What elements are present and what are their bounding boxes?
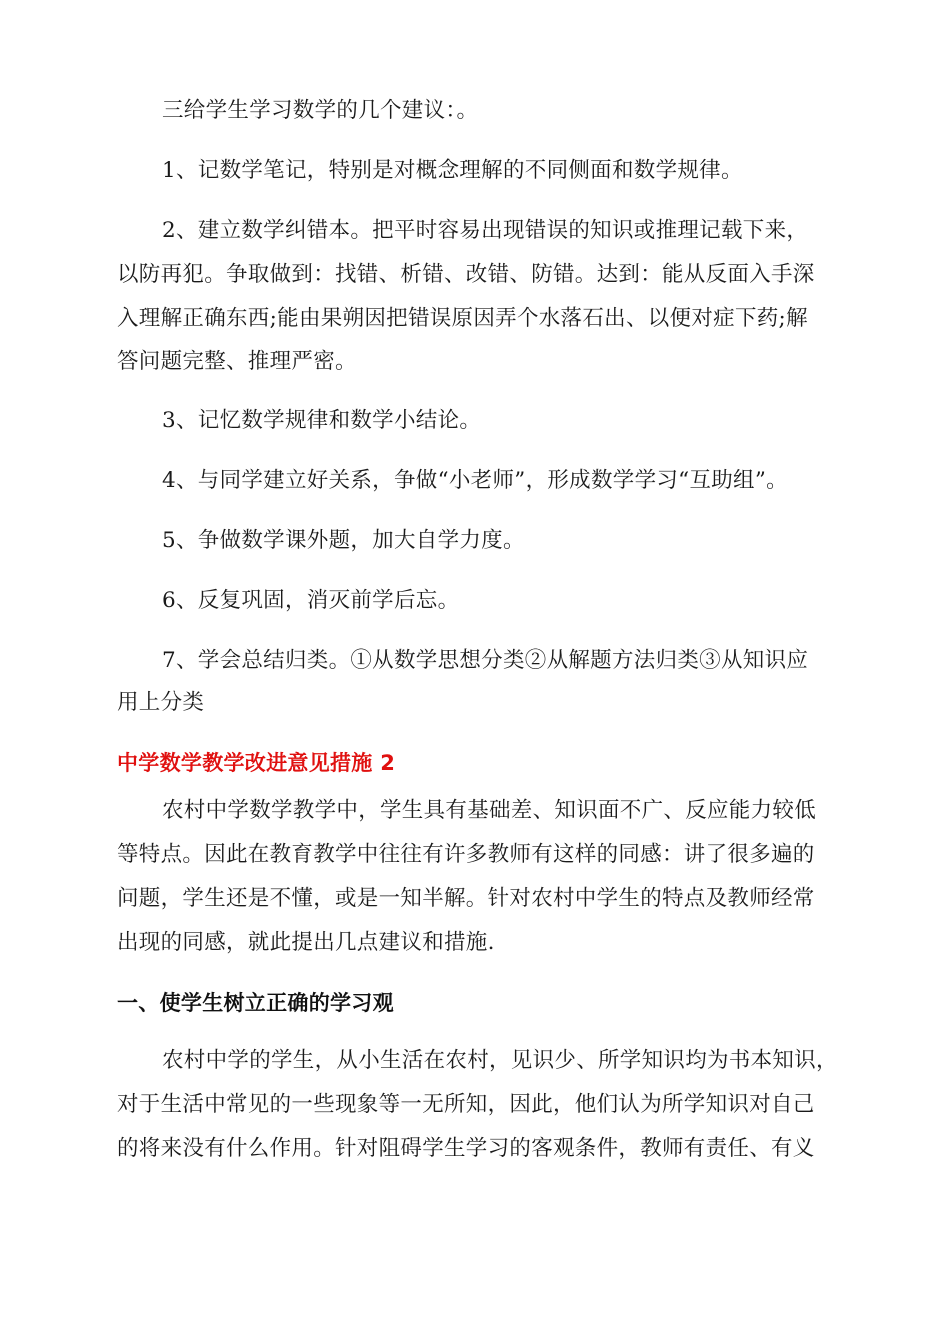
section-para-line-4: 出现的同感，就此提出几点建议和措施. (117, 930, 495, 955)
suggestion-4: 4、与同学建立好关系，争做“小老师”，形成数学学习“互助组”。 (162, 468, 788, 493)
suggestion-6: 6、反复巩固，消灭前学后忘。 (162, 588, 460, 613)
suggestion-2-cont-3: 答问题完整、推理严密。 (117, 349, 357, 374)
sub-para-line-1: 农村中学的学生，从小生活在农村，见识少、所学知识均为书本知识， (162, 1048, 838, 1073)
suggestion-5: 5、争做数学课外题，加大自学力度。 (162, 528, 525, 553)
section-title: 中学数学教学改进意见措施 2 (117, 751, 396, 775)
suggestion-7-cont: 用上分类 (117, 690, 205, 715)
suggestion-7: 7、学会总结归类。①从数学思想分类②从解题方法归类③从知识应 (162, 648, 809, 673)
suggestion-2-cont-1: 以防再犯。争取做到：找错、析错、改错、防错。达到：能从反面入手深 (117, 262, 815, 287)
subheading: 一、使学生树立正确的学习观 (117, 991, 394, 1015)
intro-line: 三给学生学习数学的几个建议：。 (162, 98, 479, 123)
suggestion-2: 2、建立数学纠错本。把平时容易出现错误的知识或推理记载下来， (162, 218, 809, 243)
sub-para-line-3: 的将来没有什么作用。针对阻碍学生学习的客观条件，教师有责任、有义 (117, 1136, 815, 1161)
section-para-line-2: 等特点。因此在教育教学中往往有许多教师有这样的同感：讲了很多遍的 (117, 842, 815, 867)
suggestion-2-cont-2: 入理解正确东西;能由果朔因把错误原因弄个水落石出、以便对症下药;解 (117, 306, 808, 331)
suggestion-3: 3、记忆数学规律和数学小结论。 (162, 408, 482, 433)
sub-para-line-2: 对于生活中常见的一些现象等一无所知，因此，他们认为所学知识对自己 (117, 1092, 815, 1117)
section-para-line-3: 问题，学生还是不懂，或是一知半解。针对农村中学生的特点及教师经常 (117, 886, 815, 911)
suggestion-1: 1、记数学笔记，特别是对概念理解的不同侧面和数学规律。 (162, 158, 743, 183)
section-para-line-1: 农村中学数学教学中，学生具有基础差、知识面不广、反应能力较低 (162, 798, 817, 823)
